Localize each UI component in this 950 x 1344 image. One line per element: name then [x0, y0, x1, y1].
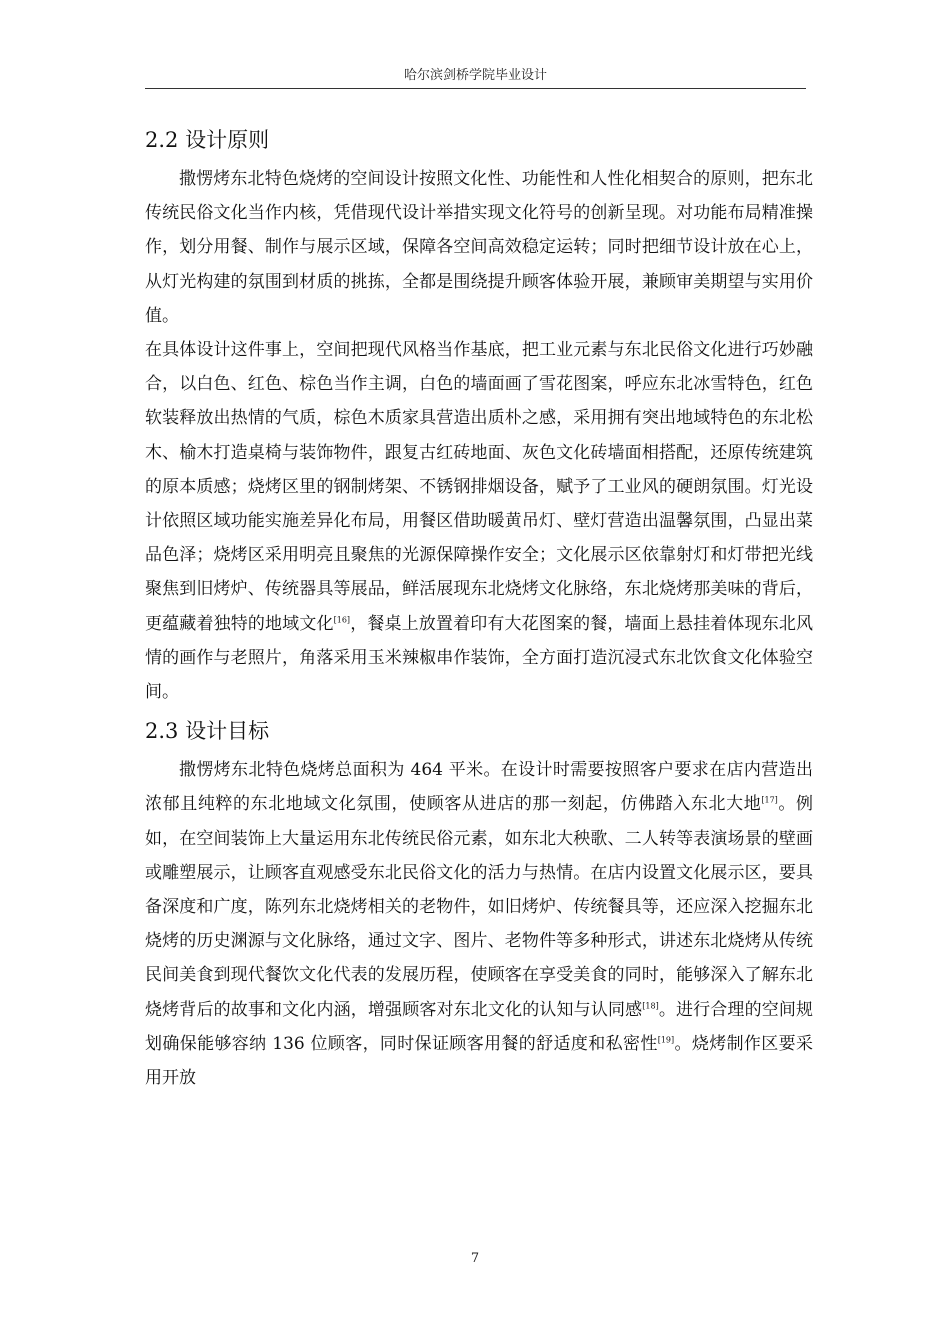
paragraph: 撒愣烤东北特色烧烤的空间设计按照文化性、功能性和人性化相契合的原则，把东北传统民俗文化当作内核，凭借现代设计举措实现文化符号的创新呈现。对功能布局精准操作，划分用餐、制作与展示区域，保障各空间高效稳定运转；同时把细节设计放在心上，从灯光构建的氛围到材质的挑拣，全都是围绕提升顾客体验开展，兼顾审美期望与实用价值。: [145, 169, 813, 326]
paragraph-text: 在具体设计这件事上，空间把现代风格当作基底，把工业元素与东北民俗文化进行巧妙融合，以白色、红色、棕色当作主调，白色的墙面画了雪花图案，呼应东北冰雪特色，红色软装释放出热情的气质，棕色木质家具营造出质朴之感，采用拥有突出地域特色的东北松木、榆木打造桌椅与装饰物件，跟复古红砖地面、灰色文化砖墙面相搭配，还原传统建筑的原本质感；烧烤区里的钢制烤架、不锈钢排烟设备，赋予了工业风的硬朗氛围。灯光设计依照区域功能实施差异化布局，用餐区借助暖黄吊灯、壁灯营造出温馨氛围，凸显出菜品色泽；烧烤区采用明亮且聚焦的光源保障操作安全；文化展示区依靠射灯和灯带把光线聚焦到旧烤炉、传统器具等展品，鲜活展现东北烧烤文化脉络，东北烧烤那美味的背后，更蕴藏着独特的地域文化: [145, 340, 813, 634]
paragraph-text: 。例如，在空间装饰上大量运用东北传统民俗元素，如东北大秧歌、二人转等表演场景的壁画或雕塑展示，让顾客直观感受东北民俗文化的活力与热情。在店内设置文化展示区，要具备深度和广度，陈列东北烧烤相关的老物件，如旧烤炉、传统餐具等，还应深入挖掘东北烧烤的历史渊源与文化脉络，通过文字、图片、老物件等多种形式，讲述东北烧烤从传统民间美食到现代餐饮文化代表的发展历程，使顾客在享受美食的同时，能够深入了解东北烧烤背后的故事和文化内涵，增强顾客对东北文化的认知与认同感: [145, 794, 814, 1020]
paragraph-text: 撒愣烤东北特色烧烤总面积为 464 平米。在设计时需要按照客户要求在店内营造出浓郁且纯粹的东北地域文化氛围，使顾客从进店的那一刻起，仿佛踏入东北大地: [145, 760, 813, 815]
citation-ref: [17]: [761, 795, 778, 805]
paragraph-text: 。进行合理的空间规划确保能够容纳 136 位顾客，同时保证顾客用餐的舒适度和私密性: [145, 999, 814, 1054]
citation-ref: [18]: [642, 1001, 659, 1011]
paragraph-text: ，餐桌上放置着印有大花图案的餐，墙面上悬挂着体现东北风情的画作与老照片，角落采用玉米辣椒串作装饰，全方面打造沉浸式东北饮食文化体验空间。: [145, 613, 814, 703]
paragraph: [145, 753, 813, 1095]
citation-ref: [19]: [657, 1035, 675, 1045]
page-number: 7: [470, 1251, 480, 1266]
header-rule: [145, 88, 806, 89]
running-header: 哈尔滨剑桥学院毕业设计: [403, 68, 547, 83]
section-heading-2-3: 2.3 设计目标: [145, 719, 270, 744]
page-body: [145, 118, 813, 1095]
paragraph: [145, 333, 813, 709]
citation-ref: [16]: [333, 614, 351, 624]
section-heading-2-2: 2.2 设计原则: [145, 128, 270, 152]
paragraph-text: 。烧烤制作区要采用开放: [145, 1033, 814, 1089]
